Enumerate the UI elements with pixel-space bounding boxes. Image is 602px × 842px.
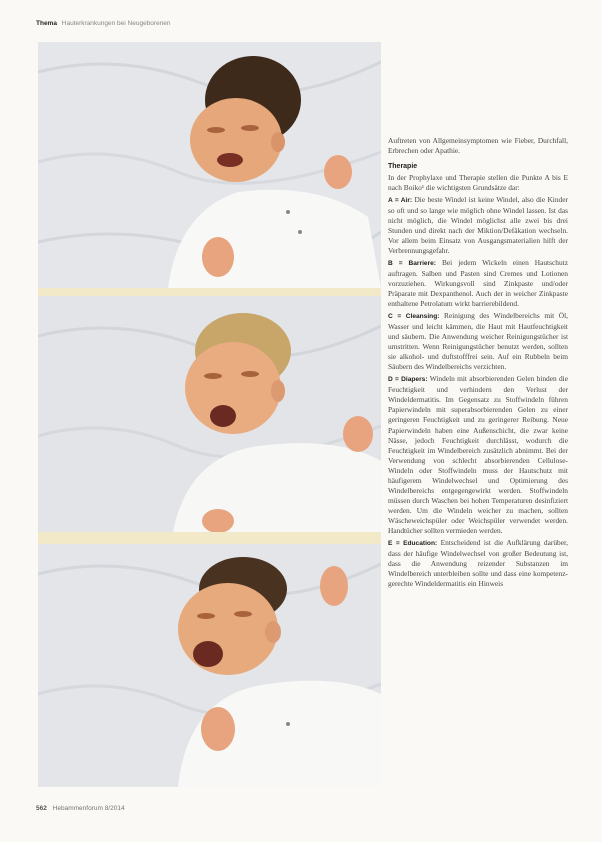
crying-newborn-photo	[38, 544, 381, 787]
therapy-item-c	[388, 311, 568, 373]
therapy-item-d	[388, 374, 568, 537]
item-lead: A = Air:	[388, 196, 413, 204]
crying-newborn-photo	[38, 296, 381, 532]
item-text: Bei jedem Wickeln einen Hautschutz auftragen. Salben und Pasten sind Cremes und Lotionen vorzuziehen. Wirkungsvoll sind Zinkpaste und/oder Präparate mit Dexpanthenol. Auch der in weicher Zinkpaste enthaltene Petrolatum wirkt barrierebildend.	[388, 258, 568, 309]
crying-newborn-photo	[38, 42, 381, 288]
page-header	[36, 20, 171, 27]
item-lead: C = Cleansing:	[388, 313, 440, 320]
intro-paragraph: Auftreten von Allgemeinsymptomen wie Fieber, Durchfall, Erbrechen oder Apathie.	[388, 136, 568, 156]
item-text: Die beste Windel ist keine Windel, also die Kinder so oft und so lange wie möglich ohne Windel lassen. Ist das nicht möglich, die Windel möglichst alle zwei bis drei Stunden und direkt nach der Miktion/Defäkation wechseln. Vor allem beim Einsatz von Ausgangsmaterialien hilft der Verbrennungsgefahr.	[388, 194, 568, 256]
therapy-item-e	[388, 538, 568, 589]
item-text: Reinigung des Windelbereichs mit Öl, Wasser und leicht kämmen, die Haut mit Hautfeuchtigkeit und säubern. Die Anwendung weicher Reinigungstücher ist umstritten. Wenn Reinigungstücher benutzt werden, sollten sie alkohol- und duftstofffrei sein. Auf ein Rubbeln beim Säubern des Windelbereichs verzichten.	[388, 311, 568, 372]
article-column	[388, 136, 568, 591]
header-subtitle: Hauterkrankungen bei Neugeborenen	[61, 20, 171, 27]
item-lead: E = Education:	[388, 540, 438, 548]
journal-name: Hebammenforum 8/2014	[52, 805, 125, 812]
item-text: Windeln mit absorbierenden Gelen binden die Feuchtigkeit und verhindern den Verlust der Windeldermatitis. Im Gegensatz zu Stoffwindeln führen Papierwindeln mit superabsorbierenden Gelen zu einer geringeren Feuchtigkeit und zu geringerer Reibung. Neue Papierwindeln haben eine Außenschicht, die zwar keine Nässe, jedoch Feuchtigkeit durchlässt, wodurch die Feuchtigkeit im Windelbereich zusätzlich abnimmt. Bei der Verwendung von schlecht absorbierenden Cellulose-Windeln oder Stoffwindeln muss der Hautschutz mit häufigerem Windelwechsel und Optimierung des Windelbereichs entgegengewirkt werden. Stoffwindeln müssen durch Waschen bei hohen Temperaturen desinfiziert werden. Um die Windeln weicher zu machen, sollten Wäscheweichspüler oder Weichspüler verwendet werden. Handtücher sollten vermieden werden.	[388, 374, 569, 536]
page-number: 562	[36, 805, 47, 812]
therapy-paragraph: In der Prophylaxe und Therapie stellen die Punkte A bis E nach Boiko¹ die wichtigsten Grundsätze dar:	[388, 173, 568, 193]
item-lead: D = Diapers:	[388, 376, 428, 384]
header-topic: Thema	[36, 20, 57, 27]
item-lead: B = Barriere:	[388, 260, 436, 268]
therapy-heading: Therapie	[388, 163, 418, 171]
therapy-item-a	[388, 195, 568, 257]
page-footer	[36, 805, 125, 812]
item-text: Entscheidend ist die Aufklärung darüber, dass der häufige Windelwechsel von großer Bedeutung ist, dass die Anwendung reizender Substanzen im Windelbereich unterbleiben sollte und dass eine kompetenz-gerechte Windeldermatitis ein Hinweis	[388, 538, 568, 589]
therapy-item-b	[388, 258, 568, 309]
